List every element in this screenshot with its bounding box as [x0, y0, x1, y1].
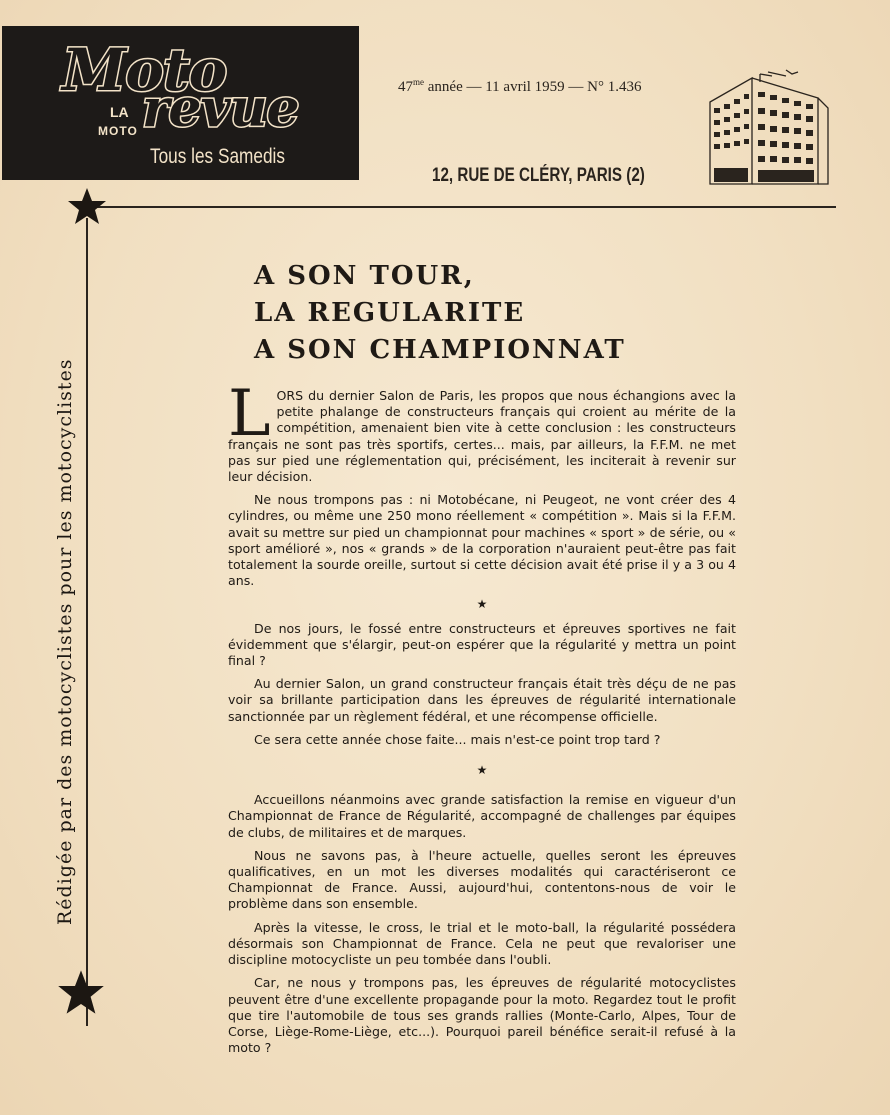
address: 12, RUE DE CLÉRY, PARIS (2): [432, 165, 645, 186]
article-body: [228, 377, 736, 1063]
logo-moto: Moto: [62, 36, 227, 104]
masthead-tagline: Tous les Samedis: [150, 145, 285, 168]
header-rule: [96, 206, 836, 208]
issue-line: [398, 77, 642, 96]
paragraph-3: De nos jours, le fossé entre constructeurs et épreuves sportives ne fait évidemment que s'élargir, peut-on espérer que la régularité y mettra un point final ?: [228, 620, 736, 669]
edition-superscript: me: [413, 77, 424, 87]
building-illustration: [700, 68, 832, 186]
star-bottom-icon: [55, 968, 107, 1016]
edition-number: 47: [398, 79, 413, 95]
logo-revue: revue: [142, 78, 299, 139]
paragraph-8: Après la vitesse, le cross, le trial et le moto-ball, la régularité possédera désormais son Championnat de France. Cela ne peut que revaloriser une discipline motocycliste un peu tombée dans l'oubli.: [228, 919, 736, 968]
paragraph-1: [228, 377, 736, 485]
headline-line-2: LA REGULARITE: [254, 298, 526, 328]
paragraph-9: Car, ne nous y trompons pas, les épreuves de régularité motocyclistes peuvent être d'une excellente propagande pour la moto. Regardez tout le profit que tire l'automobile de tous ses grands rallies (Monte-Carlo, Alpes, Tour de Corse, Liège-Rome-Liège, etc...). Pourquoi pareil bénéfice serait-il refusé à la moto ?: [228, 975, 736, 1056]
separator-star-icon: ★: [476, 597, 488, 612]
separator-star-icon: ★: [476, 763, 488, 778]
issue-date-number: année — 11 avril 1959 — N° 1.436: [424, 79, 642, 95]
paragraph-5: Ce sera cette année chose faite... mais n'est-ce point trop tard ?: [254, 731, 661, 747]
sidebar-rule: [86, 218, 88, 1026]
paragraph-7: Nous ne savons pas, à l'heure actuelle, quelles seront les épreuves qualificatives, en un mot les diverses modalités qui caractériseront ce Championnat de France. Aussi, aujourd'hui, contentons-nous de voir le problème dans son ensemble.: [228, 847, 736, 912]
paragraph-1-text: ORS du dernier Salon de Paris, les propos que nous échangions avec la petite phalange de constructeurs français qui croient au mérite de la compétition, amenaient bien vite à cette conclusion : les constructeurs français ne sont pas très sportifs, certes... mais, par ailleurs, la F.F.M. ne met pas sur pied une réglementation qui, précisément, les inciterait à revenir sur leur décision.: [228, 388, 736, 485]
logo-moto-small: MOTO: [98, 124, 138, 138]
sidebar-motto: Rédigée par des motocyclistes pour les motocyclistes: [54, 358, 76, 925]
paragraph-2: Ne nous trompons pas : ni Motobécane, ni Peugeot, ne vont créer des 4 cylindres, ou même une 250 mono réellement « compétition ». Mais si la F.F.M. avait su mettre sur pied un championnat pour machines « sport » de série, ou « sport amélioré », nos « grands » de la corporation n'auraient peut-être pas fait totalement la sourde oreille, surtout si cette décision avait été prise il y a 3 ou 4 ans.: [228, 492, 736, 589]
logo-la: LA: [110, 104, 129, 120]
masthead: [2, 26, 359, 180]
star-top-icon: [66, 186, 108, 226]
headline-line-1: A SON TOUR,: [254, 261, 475, 291]
paragraph-4: Au dernier Salon, un grand constructeur français était très déçu de ne pas voir sa brillante participation dans les épreuves de régularité internationale sanctionnée par un règlement fédéral, et une récompense officielle.: [228, 676, 736, 724]
article-headline: [254, 258, 626, 369]
drop-cap: L: [228, 377, 271, 451]
headline-line-3: A SON CHAMPIONNAT: [254, 335, 626, 365]
paragraph-6: Accueillons néanmoins avec grande satisfaction la remise en vigueur d'un Championnat de France de Régularité, accompagné de challenges par équipes de clubs, de militaires et de marques.: [228, 792, 736, 840]
